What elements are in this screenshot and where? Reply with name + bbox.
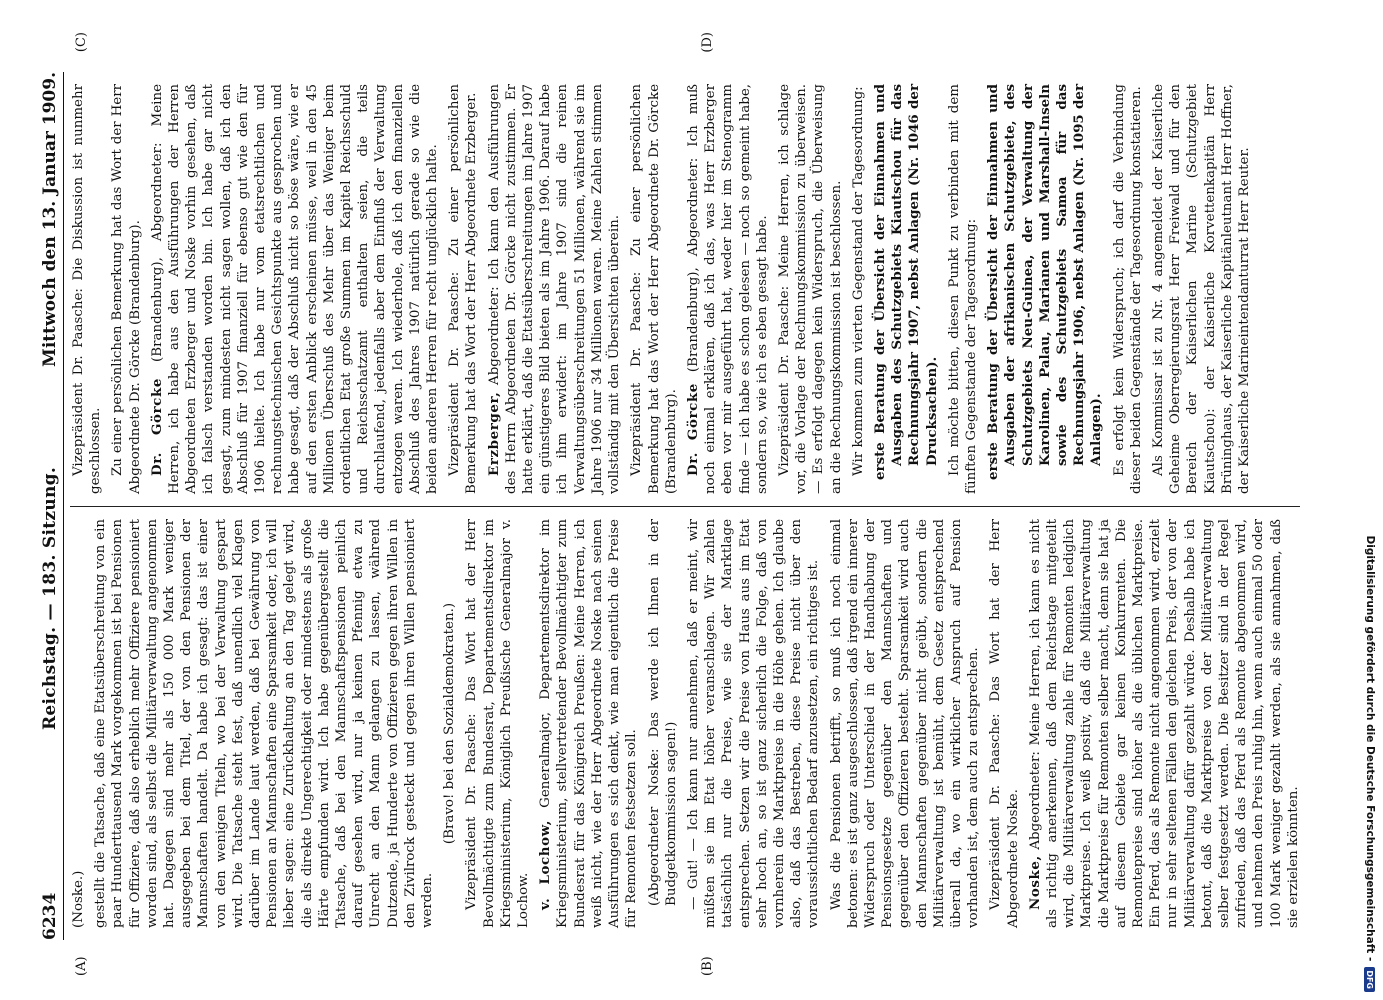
paragraph: gestellt die Tatsache, daß eine Etatsüberschreitung von ein paar Hunderttausend Mark vorgekommen ist bei Pensionen für Offiziere, daß also erheblich mehr Offiziere pensioniert worden sind, als selbst die Militärverwaltung angenommen hat. Dagegen sind mehr als 150 000 Mark weniger ausgegeben bei dem Titel, der von den Pensionen der Mannschaften handelt. Da habe ich gesagt: das ist einer von den wenigen Titeln, wo bei der Verwaltung gespart wird. Die Tatsache steht fest, daß unendlich viel Klagen darüber im Lande laut werden, daß bei Gewährung von Pensionen an Mannschaften eine Sparsamkeit oder, ich will lieber sagen: eine Zurückhaltung an den Tag gelegt wird, die als direkte Ungerechtigkeit oder mindestens als große Härte empfunden wird. Ich habe gegenübergestellt die Tatsache, daß bei den Mannschaftspensionen peinlich darauf gesehen wird, nur ja keinen Pfennig etwa zu Unrecht an den Mann gelangen zu lassen, während Dutzende, ja Hunderte von Offizieren gegen ihren Willen in den Zivilrock gesteckt und gegen ihren Willen pensioniert werden. xyxy=(93,519,436,928)
page-number: 6234 xyxy=(40,892,60,940)
digitization-credit xyxy=(1363,8,1377,992)
paragraph: Vizepräsident Dr. Paasche: Das Wort hat der Herr Bevollmächtigte zum Bundesrat, Departementsdirektor im Kriegsministerium, Königlich Preußische Generalmajor v. Lochow. xyxy=(464,519,532,928)
speaker-name: v. Lochow, xyxy=(537,820,554,910)
margin-marker-c: (C) xyxy=(74,32,89,53)
paragraph: Vizepräsident Dr. Paasche: Zu einer persönlichen Bemerkung hat das Wort der Herr Abgeordnete Dr. Görcke (Brandenburg). xyxy=(629,84,679,494)
interjection: (Abgeordneter Noske: Das werde ich Ihnen in der Budgetkommission sagen!) xyxy=(646,519,679,906)
paragraph: Was die Pensionen betrifft, so muß ich noch einmal betonen: es ist ganz ausgeschlossen, daß irgend ein innerer Widerspruch oder Unterschied in der Handhabung der Pensionsgesetze gegenüber den Mannschaften und gegenüber den Offizieren besteht. Sparsamkeit wird auch den Mannschaften gegenüber nicht geübt, sondern die Militärverwaltung ist bemüht, dem Gesetz entsprechend überall da, wo ein wirklicher Anspruch auf Pension vorhanden ist, dem auch zu entsprechen. xyxy=(828,519,982,928)
speech-text: (Brandenburg), Abgeordneter: Meine Herren, ich habe aus den Ausführungen der Herren Abgeordneten Erzberger und Noske vorhin gesehen, daß ich falsch verstanden worden bin. Ich habe gar nicht gesagt, zum mindesten nicht sagen wollen, daß ich den Abschluß für 1907 finanziell für ebenso gut wie den für 1906 hielte. Ich habe nur vom etatsrechtlichen und rechnungstechnischen Gesichtspunkte aus gesprochen und habe gesagt, daß der Abschluß nicht so böse wäre, wie er auf den ersten Anblick erscheinen müsse, weil in den 45 Millionen Überschuß des Mehr über das Weniger beim ordentlichen Etat große Summen im Kapitel Reichsschuld und Reichsschatzamt enthalten seien, die teils durchlaufend, jedenfalls aber dem Einfluß der Verwaltung entzogen waren. Ich wiederhole, daß ich den finanziellen Abschluß des Jahres 1907 natürlich gerade so wie die beiden anderen Herren für recht unglücklich halte. xyxy=(149,84,441,494)
running-header xyxy=(40,72,64,940)
paragraph: Vizepräsident Dr. Paasche: Die Diskussion ist nunmehr geschlossen. xyxy=(71,84,104,494)
paragraph: Vizepräsident Dr. Paasche: Das Wort hat der Herr Abgeordnete Noske. xyxy=(988,519,1021,928)
header-title: Reichstag. — 183. Sitzung. xyxy=(40,466,60,731)
speech-paragraph xyxy=(486,84,624,494)
speech-text: (Brandenburg), Abgeordneter: Ich muß noch einmal erklären, daß ich das, was Herr Erzberger eben vor mir ausgeführt hat, weder hier im Stenogramm finde — ich habe es schon gelesen — noch so gemeint habe, sondern so, wie ich es eben gesagt habe. xyxy=(685,84,770,494)
speaker-name: Dr. Görcke xyxy=(148,378,165,476)
applause-note: (Bravo! bei den Sozialdemokraten.) xyxy=(442,602,458,845)
margin-marker-a: (A) xyxy=(74,956,89,976)
agenda-item: erste Beratung der Übersicht der Einnahmen und Ausgaben der afrikanischen Schutzgebiete, des Schutzgebiets Neu-Guinea, der Verwaltung der Karolinen, Palau, Marianen und Marshall-Inseln sowie des Schutzgebiets Samoa für das Rechnungsjahr 1906, nebst Anlagen (Nr. 1095 der Anlagen). xyxy=(985,84,1105,480)
speech-paragraph xyxy=(537,519,640,928)
right-column xyxy=(70,72,1300,506)
paragraph: Vizepräsident Dr. Paasche: Zu einer persönlichen Bemerkung hat das Wort der Herr Abgeordnete Erzberger. xyxy=(447,84,480,494)
speech-text: Generalmajor, Departementsdirektor im Kriegsministerium, stellvertretender Bevollmächtigter zum Bundesrat für das Königreich Preußen: Meine Herren, ich weiß nicht, wie der Herr Abgeordnete Noske nach seinen Ausführungen es sich denkt, wie man eigentlich die Preise für Remonten festsetzen soll. xyxy=(538,519,640,928)
speaker-name: Erzberger, xyxy=(485,391,502,476)
paragraph: Ich möchte bitten, diesen Punkt zu verbinden mit dem fünften Gegenstande der Tagesordnung: xyxy=(946,84,979,494)
dfg-logo: DFG xyxy=(1365,967,1376,992)
speaker-tag: (Noske.) xyxy=(71,870,86,928)
margin-marker-d: (D) xyxy=(700,32,715,53)
paragraph: Als Kommissar ist zu Nr. 4 angemeldet der Kaiserliche Geheime Oberregierungsrat Herr Freiwald und für den Bereich der Kaiserlichen Marine (Schutzgebiet Kiautschou): der Kaiserliche Korvettenkapitän Herr Brüninghaus, der Kaiserliche Kapitänleutnant Herr Hoffner, der Kaiserliche Marineintendanturrat Herr Reuter. xyxy=(1150,84,1252,494)
paragraph: Vizepräsident Dr. Paasche: Meine Herren, ich schlage vor, die Vorlage der Rechnungskommission zu überweisen. — Es erfolgt dagegen kein Widerspruch, die Überweisung an die Rechnungskommission ist beschlossen. xyxy=(776,84,844,494)
speech-text: Abgeordneter: Meine Herren, ich kann es nicht als richtig anerkennen, daß dem Reichstage mitgeteilt wird, die Militärverwaltung zahle für Remonten lediglich Marktpreise. Ich weiß positiv, daß die Militärverwaltung die Marktpreise für Remonten selber macht, denn sie hat ja auf diesem Gebiete gar keinen Konkurrenten. Die Remontepreise sind höher als die üblichen Marktpreise. Ein Pferd, das als Remonte nicht angenommen wird, erzielt nur in sehr seltenen Fällen den gleichen Preis, der von der Militärverwaltung dafür gezahlt würde. Deshalb habe ich betont, daß die Marktpreise von der Militärverwaltung selber festgesetzt werden. Die Besitzer sind in der Regel zufrieden, daß das Pferd als Remonte abgenommen wird, und nehmen den Preis ruhig hin, wenn auch einmal 50 oder 100 Mark weniger gezahlt werden, als sie annahmen, daß sie erzielen könnten. xyxy=(1027,519,1301,928)
paragraph: Es erfolgt kein Widerspruch; ich darf die Verbindung dieser beiden Gegenstände der Tagesordnung konstatieren. xyxy=(1111,84,1144,494)
margin-marker-b: (B) xyxy=(700,956,715,976)
header-date: Mittwoch den 13. Januar 1909. xyxy=(40,72,60,367)
paragraph: Wir kommen zum vierten Gegenstand der Tagesordnung: xyxy=(850,86,866,476)
paragraph: Zu einer persönlichen Bemerkung hat das Wort der Herr Abgeordnete Dr. Görcke (Brandenburg). xyxy=(110,84,143,494)
agenda-item: erste Beratung der Übersicht der Einnahmen und Ausgaben des Schutzgebiets Kiautschou für das Rechnungsjahr 1907, nebst Anlagen (Nr. 1046 der Drucksachen). xyxy=(871,84,940,480)
credit-text: Digitalisierung gefördert durch die Deutsche Forschungsgemeinschaft - xyxy=(1364,535,1376,962)
two-column-body xyxy=(70,32,1301,976)
speaker-name: Dr. Görcke xyxy=(684,383,701,476)
speech-paragraph xyxy=(685,84,771,494)
paragraph: — Gut! — Ich kann nur annehmen, daß er meint, wir müßten sie im Etat höher veranschlagen. Wir zahlen tatsächlich nur die Preise, wie sie der Marktlage entsprechen. Setzen wir die Preise von Haus aus im Etat sehr hoch an, so ist ganz sicherlich die Folge, daß von vornherein die Marktpreise in die Höhe gehen. Ich glaube also, daß das Bestreben, diese Preise nicht über den voraussichtlichen Bedarf anzusetzen, ein richtiges ist. xyxy=(685,519,822,928)
left-column xyxy=(70,506,1300,940)
speech-text: Abgeordneter: Ich kann den Ausführungen des Herrn Abgeordneten Dr. Görcke nicht zustimmen. Er hatte erklärt, daß die Etatsüberschreitungen im Jahre 1907 ein günstigeres Bild bieten als im Jahre 1906. Darauf habe ich ihm erwidert: im Jahre 1907 sind die reinen Verwaltungsüberschreitungen 51 Millionen, während sie im Jahre 1906 nur 34 Millionen waren. Meine Zahlen stimmen vollständig mit den Übersichten überein. xyxy=(486,84,623,494)
speech-paragraph xyxy=(149,84,441,494)
speech-paragraph xyxy=(1027,519,1302,928)
speaker-name: Noske, xyxy=(1026,855,1043,910)
